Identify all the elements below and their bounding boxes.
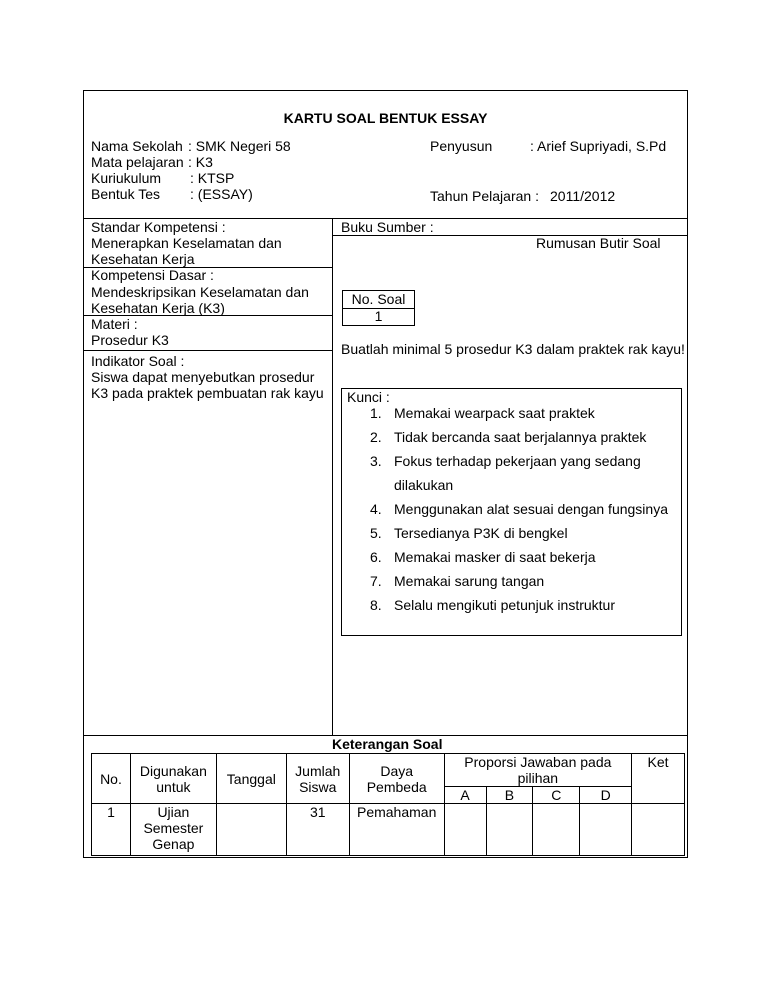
indikator-line2: K3 pada praktek pembuatan rak kayu <box>91 385 324 401</box>
row-option-b <box>486 804 533 856</box>
kunci-item <box>342 545 681 569</box>
kunci-item <box>342 401 681 425</box>
row-digunakan-line3: Genap <box>152 836 195 852</box>
row-no: 1 <box>92 804 131 856</box>
kunci-item-text: Menggunakan alat sesuai dengan fungsinya <box>394 501 668 517</box>
nama-sekolah-label: Nama Sekolah <box>91 138 183 154</box>
header-proporsi-line1: Proporsi Jawaban pada <box>464 754 612 770</box>
kunci-box <box>341 388 682 636</box>
row-digunakan <box>130 804 216 856</box>
kunci-item-text: Selalu mengikuti petunjuk instruktur <box>394 597 616 613</box>
bentuk-tes-value: : (ESSAY) <box>190 186 253 202</box>
kurikulum-label: Kuriukulum <box>91 170 162 186</box>
row-option-d <box>580 804 632 856</box>
buku-sumber-label: Buku Sumber : <box>341 219 434 235</box>
tahun-pelajaran-label: Tahun Pelajaran : <box>430 188 539 204</box>
kunci-item-number: 5. <box>370 525 382 541</box>
row-digunakan-line1: Ujian <box>157 804 190 820</box>
kunci-item-number: 1. <box>370 405 382 421</box>
header-option-c: C <box>533 787 580 804</box>
kunci-item <box>342 593 681 617</box>
kd-line2: Kesehatan Kerja (K3) <box>91 300 225 316</box>
nama-sekolah-value: : SMK Negeri 58 <box>188 138 291 154</box>
bentuk-tes-label: Bentuk Tes <box>91 186 161 202</box>
kunci-item-number: 4. <box>370 501 382 517</box>
header-digunakan-line1: Digunakan <box>139 762 207 779</box>
indikator-line1: Siswa dapat menyebutkan prosedur <box>91 369 315 385</box>
header-digunakan <box>130 754 216 804</box>
row-tanggal <box>216 804 286 856</box>
column-divider <box>332 218 333 735</box>
row-daya: Pemahaman <box>349 804 444 856</box>
row-jumlah: 31 <box>286 804 349 856</box>
tahun-pelajaran-value: 2011/2012 <box>550 188 616 204</box>
header-proporsi <box>444 754 631 787</box>
no-soal-value: 1 <box>374 308 383 324</box>
kunci-item-text: Fokus terhadap pekerjaan yang sedang <box>394 453 641 469</box>
kunci-item-text: Memakai masker di saat bekerja <box>394 549 596 565</box>
penyusun-value: : Arief Supriyadi, S.Pd <box>530 138 667 154</box>
kunci-item-number: 2. <box>370 429 382 445</box>
mata-pelajaran-value: : K3 <box>188 154 213 170</box>
kunci-item-number: 8. <box>370 597 382 613</box>
kunci-item <box>342 425 681 449</box>
header-daya <box>349 754 444 804</box>
kunci-item <box>342 449 681 473</box>
kunci-item-text: Tersedianya P3K di bengkel <box>394 525 568 541</box>
materi-divider <box>84 350 332 351</box>
header-proporsi-line2: pilihan <box>517 770 559 786</box>
mata-pelajaran-label: Mata pelajaran <box>91 154 184 170</box>
header-no: No. <box>92 754 131 804</box>
materi-value: Prosedur K3 <box>91 332 169 348</box>
penyusun-label: Penyusun <box>430 138 493 154</box>
header-option-b: B <box>486 787 533 804</box>
header-digunakan-line2: untuk <box>156 778 191 795</box>
kunci-item-number: 7. <box>370 573 382 589</box>
no-soal-box <box>342 290 415 326</box>
kunci-item-text: Memakai sarung tangan <box>394 573 545 589</box>
header-option-d: D <box>580 787 632 804</box>
keterangan-table <box>91 753 685 856</box>
row-option-a <box>444 804 486 856</box>
sk-line2: Kesehatan Kerja <box>91 251 195 267</box>
sk-label: Standar Kompetensi : <box>91 219 226 235</box>
header-daya-line2: Pembeda <box>366 778 427 795</box>
question-card <box>83 90 688 858</box>
indikator-label: Indikator Soal : <box>91 353 185 369</box>
header-daya-line1: Daya <box>380 762 414 779</box>
kunci-item-text: Memakai wearpack saat praktek <box>394 405 595 421</box>
header-jumlah-line2: Siswa <box>299 778 337 795</box>
kunci-item-text: Tidak bercanda saat berjalannya praktek <box>394 429 647 445</box>
row-digunakan-line2: Semester <box>143 820 204 836</box>
header-jumlah <box>286 754 349 804</box>
header-jumlah-line1: Jumlah <box>295 762 341 779</box>
soal-text: Buatlah minimal 5 prosedur K3 dalam praktek rak kayu! <box>341 341 685 357</box>
header-option-a: A <box>444 787 486 804</box>
kunci-item-text: dilakukan <box>394 477 454 493</box>
header-ket: Ket <box>632 754 685 804</box>
kunci-item <box>342 473 681 497</box>
kunci-item <box>342 569 681 593</box>
no-soal-label: No. Soal <box>351 291 406 307</box>
keterangan-title: Keterangan Soal <box>332 736 443 752</box>
kunci-item <box>342 497 681 521</box>
materi-label: Materi : <box>91 316 138 332</box>
kunci-item-number: 6. <box>370 549 382 565</box>
kurikulum-value: : KTSP <box>190 170 235 186</box>
kd-line1: Mendeskripsikan Keselamatan dan <box>91 284 309 300</box>
kunci-item-number: 3. <box>370 453 382 469</box>
row-ket <box>632 804 685 856</box>
kd-label: Kompetensi Dasar : <box>91 267 214 283</box>
header-tanggal: Tanggal <box>216 754 286 804</box>
card-title: KARTU SOAL BENTUK ESSAY <box>283 110 488 126</box>
rumusan-label: Rumusan Butir Soal <box>536 235 661 251</box>
kunci-label: Kunci : <box>347 389 390 405</box>
kunci-list <box>342 401 681 617</box>
kunci-item <box>342 521 681 545</box>
row-option-c <box>533 804 580 856</box>
sk-line1: Menerapkan Keselamatan dan <box>91 235 282 251</box>
table-row <box>92 804 685 856</box>
